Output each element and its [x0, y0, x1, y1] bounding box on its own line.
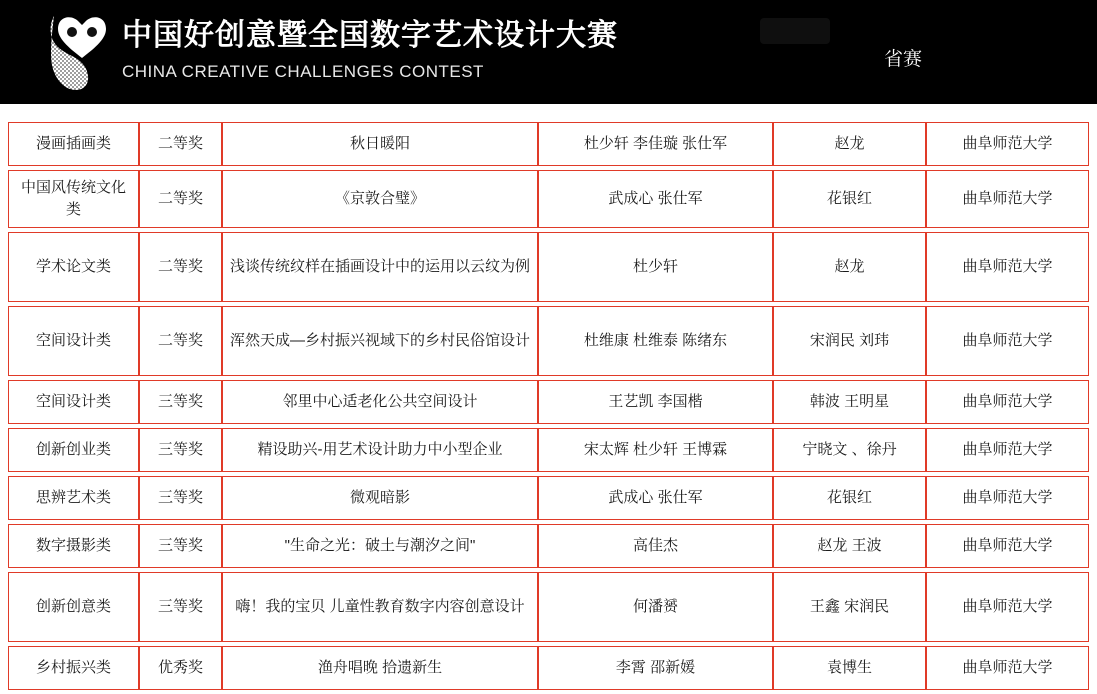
- awards-table-wrap: [0, 104, 1097, 694]
- cell-category: 中国风传统文化类: [8, 170, 139, 228]
- cell-category: 数字摄影类: [8, 524, 139, 568]
- cell-category: 乡村振兴类: [8, 646, 139, 690]
- cell-school: 曲阜师范大学: [926, 646, 1089, 690]
- cell-award: 三等奖: [139, 524, 222, 568]
- cell-category: 创新创意类: [8, 572, 139, 642]
- cell-advisors: 宁晓文 、徐丹: [773, 428, 926, 472]
- cell-authors: 杜维康 杜维泰 陈绪东: [538, 306, 773, 376]
- cell-award: 三等奖: [139, 428, 222, 472]
- cell-school: 曲阜师范大学: [926, 428, 1089, 472]
- cell-advisors: 赵龙: [773, 122, 926, 166]
- cell-work: 精设助兴-用艺术设计助力中小型企业: [222, 428, 538, 472]
- cell-authors: 武成心 张仕军: [538, 170, 773, 228]
- cell-school: 曲阜师范大学: [926, 306, 1089, 376]
- cell-authors: 王艺凯 李国楷: [538, 380, 773, 424]
- header-banner-inner: [0, 0, 1097, 104]
- cell-school: 曲阜师范大学: [926, 572, 1089, 642]
- cell-award: 三等奖: [139, 380, 222, 424]
- cell-award: 二等奖: [139, 122, 222, 166]
- cell-work: "生命之光：破土与潮汐之间": [222, 524, 538, 568]
- cell-authors: 宋太辉 杜少轩 王博霖: [538, 428, 773, 472]
- cell-work: 微观暗影: [222, 476, 538, 520]
- table-row: [8, 122, 1089, 166]
- cell-work: 秋日暖阳: [222, 122, 538, 166]
- cell-category: 空间设计类: [8, 380, 139, 424]
- cell-advisors: 王鑫 宋润民: [773, 572, 926, 642]
- cell-advisors: 袁博生: [773, 646, 926, 690]
- cell-category: 空间设计类: [8, 306, 139, 376]
- table-row: [8, 646, 1089, 690]
- table-row: [8, 232, 1089, 302]
- cell-school: 曲阜师范大学: [926, 122, 1089, 166]
- cell-work: 嗨！我的宝贝 儿童性教育数字内容创意设计: [222, 572, 538, 642]
- contest-title-cn: 中国好创意暨全国数字艺术设计大赛: [122, 19, 618, 52]
- heart-ribbon-logo-icon: [42, 12, 116, 92]
- cell-award: 二等奖: [139, 170, 222, 228]
- cell-school: 曲阜师范大学: [926, 170, 1089, 228]
- cell-authors: 李霄 邵新媛: [538, 646, 773, 690]
- contest-title-en: CHINA CREATIVE CHALLENGES CONTEST: [122, 62, 484, 81]
- cell-authors: 杜少轩 李佳璇 张仕军: [538, 122, 773, 166]
- cell-work: 渔舟唱晚 拾遗新生: [222, 646, 538, 690]
- cell-category: 学术论文类: [8, 232, 139, 302]
- cell-work: 浑然天成—乡村振兴视域下的乡村民俗馆设计: [222, 306, 538, 376]
- cell-advisors: 赵龙 王波: [773, 524, 926, 568]
- table-row: [8, 524, 1089, 568]
- cell-authors: 杜少轩: [538, 232, 773, 302]
- awards-table-body: [8, 122, 1089, 690]
- cell-advisors: 花银红: [773, 170, 926, 228]
- cell-school: 曲阜师范大学: [926, 380, 1089, 424]
- cell-work: 《京敦合璧》: [222, 170, 538, 228]
- cell-authors: 武成心 张仕军: [538, 476, 773, 520]
- table-row: [8, 170, 1089, 228]
- cell-work: 邻里中心适老化公共空间设计: [222, 380, 538, 424]
- cell-award: 二等奖: [139, 232, 222, 302]
- header-titles: [122, 16, 618, 84]
- contest-stage-label: 省赛: [884, 49, 923, 70]
- cell-work: 浅谈传统纹样在插画设计中的运用以云纹为例: [222, 232, 538, 302]
- cell-authors: 何潘赟: [538, 572, 773, 642]
- table-row: [8, 428, 1089, 472]
- table-row: [8, 572, 1089, 642]
- cell-school: 曲阜师范大学: [926, 232, 1089, 302]
- banner-decorative-smudge: [760, 18, 830, 44]
- cell-advisors: 宋润民 刘玮: [773, 306, 926, 376]
- cell-school: 曲阜师范大学: [926, 524, 1089, 568]
- table-row: [8, 306, 1089, 376]
- awards-table: [8, 118, 1089, 694]
- cell-advisors: 韩波 王明星: [773, 380, 926, 424]
- cell-category: 创新创业类: [8, 428, 139, 472]
- cell-school: 曲阜师范大学: [926, 476, 1089, 520]
- header-banner: [0, 0, 1097, 104]
- cell-award: 三等奖: [139, 572, 222, 642]
- table-row: [8, 380, 1089, 424]
- cell-advisors: 花银红: [773, 476, 926, 520]
- cell-authors: 高佳杰: [538, 524, 773, 568]
- cell-advisors: 赵龙: [773, 232, 926, 302]
- cell-category: 漫画插画类: [8, 122, 139, 166]
- cell-award: 优秀奖: [139, 646, 222, 690]
- cell-category: 思辨艺术类: [8, 476, 139, 520]
- cell-award: 三等奖: [139, 476, 222, 520]
- table-row: [8, 476, 1089, 520]
- cell-award: 二等奖: [139, 306, 222, 376]
